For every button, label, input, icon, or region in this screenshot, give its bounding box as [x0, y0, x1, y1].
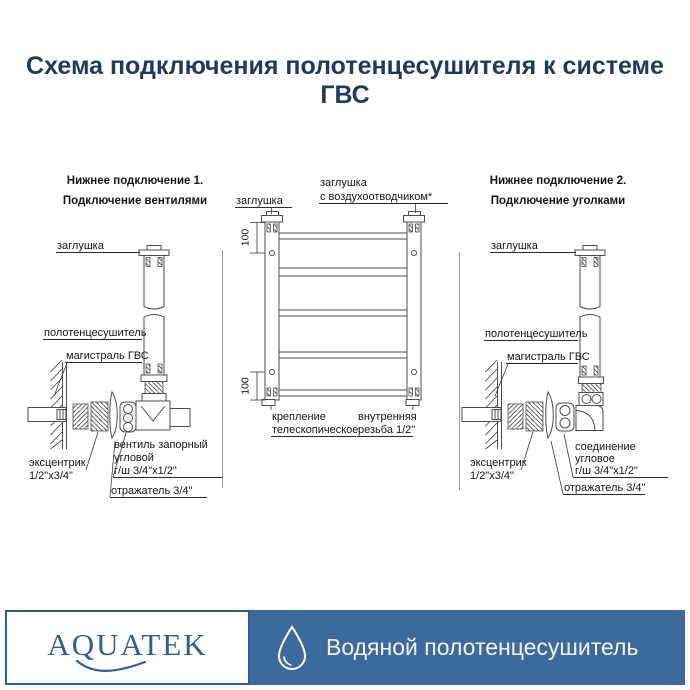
label-eccentric-left-2: 1/2"x3/4"	[29, 470, 73, 482]
plug-cap	[583, 246, 597, 251]
label-eccentric-right-2: 1/2"x3/4"	[470, 470, 514, 482]
plug-cap	[147, 246, 161, 251]
left-header-1: Нижнее подключение 1.	[66, 175, 204, 187]
cap-top-small	[267, 212, 279, 216]
label-valve-3: г/ш 3/4"x1/2"	[114, 465, 177, 477]
pipe-thread	[57, 410, 66, 420]
mount-hole	[412, 251, 417, 256]
plug-flange	[139, 250, 169, 256]
mount-hole	[270, 251, 275, 256]
label-reflector-left: отражатель 3/4"	[111, 485, 193, 497]
label-main-right: магистраль ГВС	[507, 351, 590, 363]
right-header-2: Подключение уголками	[490, 195, 626, 207]
pipe-thread	[492, 410, 501, 420]
footer-band	[250, 610, 685, 685]
eccentric-fitting	[73, 404, 88, 429]
reflector-cup	[110, 392, 118, 438]
label-valve-1: вентиль запорный	[114, 439, 208, 451]
cap-flange	[262, 216, 283, 223]
mount-hole	[270, 370, 275, 375]
eccentric-fitting	[526, 402, 543, 431]
dim-100-top: 100	[239, 228, 252, 247]
label-valve-2: угловой	[114, 452, 154, 464]
label-eccentric-left-1: эксцентрик	[29, 457, 86, 469]
dimension-bottom	[240, 372, 266, 400]
label-plug-center: заглушка	[236, 195, 283, 207]
mount-hole	[412, 370, 417, 375]
label-reflector-right: отражатель 3/4"	[564, 482, 646, 494]
label-corner-1: соединение	[575, 441, 636, 453]
reflector-cup	[546, 392, 554, 438]
center-diagram	[235, 177, 448, 437]
cap-flange	[404, 216, 425, 223]
dim-100-bottom: 100	[239, 377, 252, 395]
wall-hatch-right	[486, 360, 498, 449]
right-header-1: Нижнее подключение 2.	[489, 175, 627, 187]
label-airvent-1: заглушка	[320, 177, 367, 189]
label-mount-1: крепление	[272, 411, 326, 423]
valve-outlet	[170, 409, 190, 427]
eccentric-fitting	[91, 402, 108, 431]
logo-swoosh-icon	[75, 660, 149, 676]
left-diagram	[28, 175, 222, 498]
right-diagram	[462, 175, 668, 495]
valve-top-flange	[142, 394, 166, 402]
label-rail-left: полотенцесушитель	[44, 327, 147, 339]
rail-foot	[406, 400, 419, 406]
label-plug-right: заглушка	[491, 240, 538, 252]
wall-hatch-left	[51, 360, 63, 449]
water-drop-icon	[274, 624, 310, 672]
valve-body	[136, 401, 170, 430]
page-title: Схема подключения полотенцесушителя к системе ГВС	[26, 52, 664, 109]
footer-tagline: Водяной полотенцесушитель	[326, 634, 639, 660]
pipe-flange	[141, 375, 167, 382]
label-airvent-2: с воздухоотводчиком*	[320, 191, 433, 203]
plug-flange	[575, 250, 605, 256]
label-mount-2: телескопическое	[272, 424, 359, 436]
label-corner-2: угловое	[575, 453, 615, 465]
valve-cap-nut	[145, 382, 163, 394]
label-corner-3: г/ш 3/4"x1/2"	[575, 465, 638, 477]
left-header-2: Подключение вентилями	[62, 195, 208, 207]
logo-panel	[5, 610, 250, 685]
brand-logo: AQUATEK	[47, 626, 208, 662]
label-rail-right: полотенцесушитель	[485, 328, 588, 340]
label-plug-left: заглушка	[57, 240, 104, 252]
rail-rungs	[279, 233, 407, 396]
pipe-flange	[579, 377, 604, 384]
label-thread-2: резьба 1/2"	[358, 424, 416, 436]
label-eccentric-right-1: эксцентрик	[470, 457, 527, 469]
elbow-nut	[582, 384, 601, 393]
cap-top-small	[409, 212, 421, 216]
label-thread-1: внутренняя	[358, 411, 417, 423]
eccentric-fitting	[508, 404, 523, 429]
label-main-left: магистраль ГВС	[66, 350, 149, 362]
dimension-top	[240, 223, 266, 254]
elbow-body	[576, 406, 603, 431]
footer-bar	[5, 610, 685, 685]
